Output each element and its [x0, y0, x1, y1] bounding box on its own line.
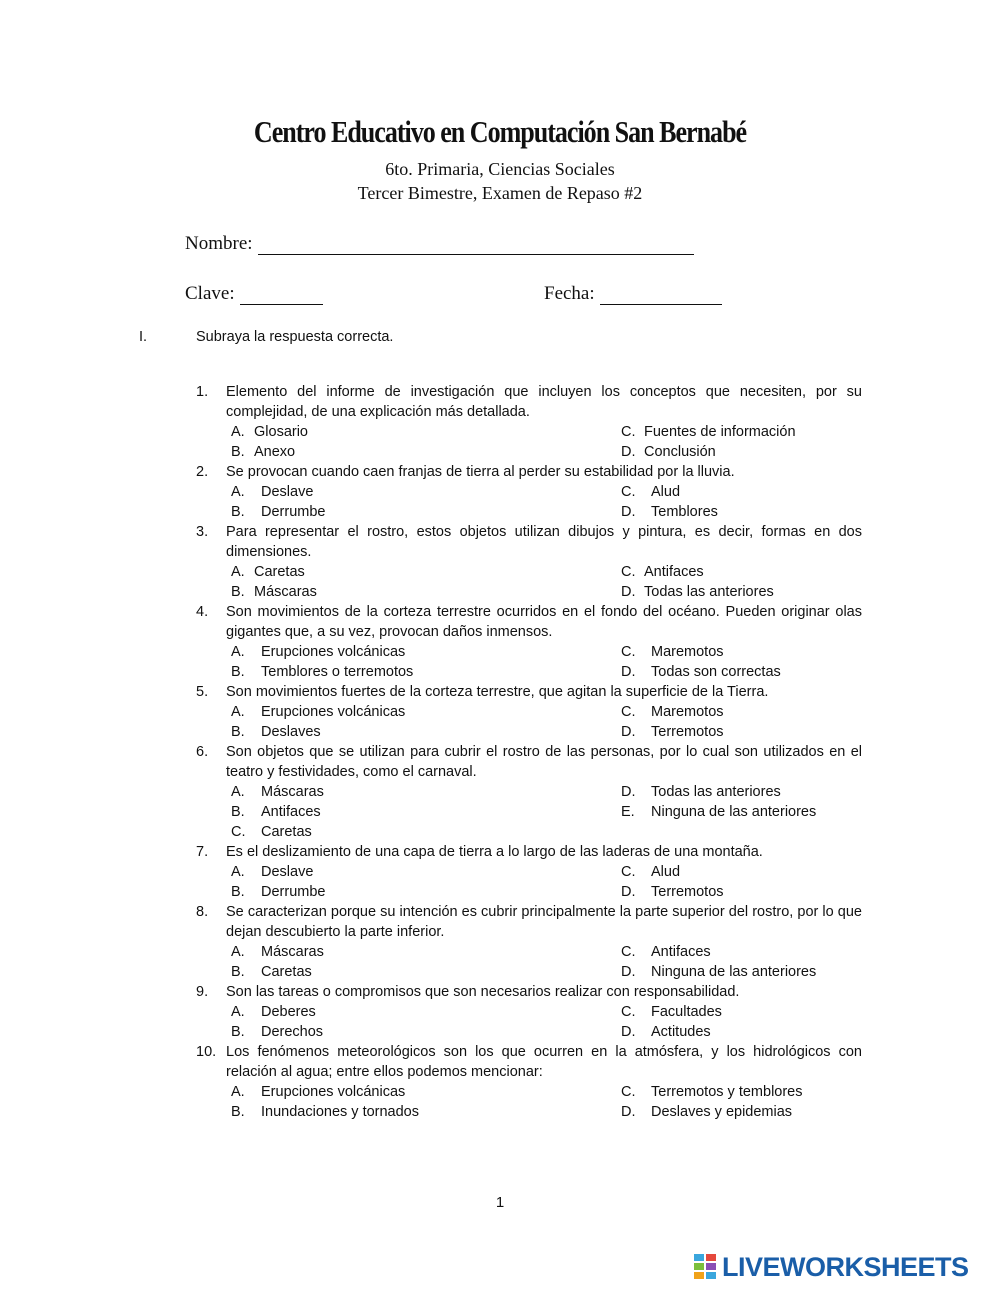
key-field [185, 283, 323, 305]
option-label: Conclusión [644, 444, 716, 460]
option-letter: D. [621, 1104, 636, 1120]
name-blank[interactable] [258, 239, 694, 255]
question-number: 7. [196, 844, 209, 860]
option-label: Anexo [254, 444, 296, 460]
option-label: Alud [651, 484, 681, 500]
answer-option[interactable] [621, 502, 718, 522]
answer-option[interactable] [231, 502, 325, 522]
option-label: Máscaras [261, 944, 324, 960]
answer-option[interactable] [621, 442, 716, 462]
section-instruction: Subraya la respuesta correcta. [196, 329, 394, 345]
option-letter: A. [231, 704, 245, 720]
option-letter: D. [621, 584, 636, 600]
question-text: Se provocan cuando caen franjas de tierra al perder su estabilidad por la lluvia. [226, 464, 735, 480]
option-label: Máscaras [254, 584, 317, 600]
answer-option[interactable] [621, 882, 724, 902]
option-letter: C. [231, 824, 246, 840]
question-number: 4. [196, 604, 209, 620]
school-title: Centro Educativo en Computación San Bernabé [253, 114, 747, 149]
option-letter: C. [621, 704, 636, 720]
course-subtitle: 6to. Primaria, Ciencias Sociales [385, 159, 615, 179]
answer-option[interactable] [621, 962, 816, 982]
option-letter: A. [231, 944, 245, 960]
option-label: Deslave [261, 864, 314, 880]
question-text: Son movimientos fuertes de la corteza terrestre, que agitan la superficie de la Tierra. [226, 684, 769, 700]
answer-option[interactable] [231, 962, 312, 982]
answer-option[interactable] [621, 582, 774, 602]
question-text: Son movimientos de la corteza terrestre ocurridos en el fondo del océano. Pueden originar olas gigantes que, a su vez, provocan daños inmensos. [226, 604, 862, 640]
question-number: 8. [196, 904, 209, 920]
option-label: Inundaciones y tornados [261, 1104, 419, 1120]
option-label: Derrumbe [261, 504, 326, 520]
option-letter: D. [621, 724, 636, 740]
option-letter: A. [231, 644, 245, 660]
option-label: Máscaras [261, 784, 324, 800]
option-label: Derechos [261, 1024, 324, 1040]
answer-option[interactable] [621, 642, 724, 662]
option-letter: D. [621, 784, 636, 800]
option-letter: B. [231, 504, 245, 520]
answer-option[interactable] [621, 562, 704, 582]
option-label: Erupciones volcánicas [261, 1084, 406, 1100]
answer-option[interactable] [231, 702, 405, 722]
question-text: Para representar el rostro, estos objetos utilizan dibujos y pintura, es decir, formas en dos dimensiones. [226, 524, 862, 560]
option-letter: C. [621, 424, 636, 440]
answer-option[interactable] [231, 822, 312, 842]
name-label: Nombre: [185, 233, 253, 254]
option-label: Fuentes de información [644, 424, 796, 440]
option-label: Todas las anteriores [651, 784, 781, 800]
answer-option[interactable] [231, 1002, 316, 1022]
option-label: Alud [651, 864, 681, 880]
option-letter: D. [621, 504, 636, 520]
answer-option[interactable] [621, 702, 724, 722]
answer-option[interactable] [621, 722, 724, 742]
answer-option[interactable] [231, 442, 295, 462]
option-letter: B. [231, 1104, 245, 1120]
option-letter: C. [621, 864, 636, 880]
option-label: Facultades [651, 1004, 722, 1020]
option-letter: C. [621, 944, 636, 960]
option-label: Antifaces [651, 944, 711, 960]
question-number: 3. [196, 524, 209, 540]
option-label: Todas las anteriores [644, 584, 774, 600]
option-label: Antifaces [644, 564, 704, 580]
option-label: Maremotos [651, 704, 724, 720]
answer-option[interactable] [231, 722, 321, 742]
option-letter: E. [621, 804, 635, 820]
option-label: Glosario [254, 424, 308, 440]
answer-option[interactable] [621, 1002, 722, 1022]
option-label: Antifaces [261, 804, 321, 820]
answer-option[interactable] [621, 862, 680, 882]
answer-option[interactable] [621, 802, 816, 822]
option-letter: B. [231, 444, 245, 460]
option-label: Erupciones volcánicas [261, 704, 406, 720]
option-letter: D. [621, 664, 636, 680]
page-number: 1 [495, 1194, 505, 1211]
option-letter: B. [231, 724, 245, 740]
answer-option[interactable] [621, 1022, 711, 1042]
option-label: Terremotos y temblores [651, 1084, 803, 1100]
option-letter: B. [231, 584, 245, 600]
option-label: Todas son correctas [651, 664, 781, 680]
question-number: 2. [196, 464, 209, 480]
exam-subtitle: Tercer Bimestre, Examen de Repaso #2 [357, 183, 643, 203]
option-label: Ninguna de las anteriores [651, 804, 817, 820]
question-text: Son objetos que se utilizan para cubrir el rostro de las personas, por lo cual son utilizados en el teatro y festividades, como el carnaval. [226, 744, 862, 780]
option-label: Maremotos [651, 644, 724, 660]
answer-option[interactable] [231, 582, 317, 602]
date-field [544, 283, 722, 305]
option-letter: C. [621, 1004, 636, 1020]
answer-option[interactable] [621, 662, 781, 682]
question-number: 9. [196, 984, 209, 1000]
answer-option[interactable] [231, 782, 324, 802]
option-letter: B. [231, 1024, 245, 1040]
answer-option[interactable] [231, 882, 325, 902]
answer-option[interactable] [621, 482, 680, 502]
answer-option[interactable] [621, 782, 781, 802]
option-label: Terremotos [651, 724, 724, 740]
option-letter: D. [621, 444, 636, 460]
option-letter: A. [231, 484, 245, 500]
option-letter: B. [231, 664, 245, 680]
question-text: Son las tareas o compromisos que son necesarios realizar con responsabilidad. [226, 984, 740, 1000]
logo-blocks-icon [694, 1254, 718, 1280]
answer-option[interactable] [621, 942, 711, 962]
question-number: 1. [196, 384, 209, 400]
option-letter: B. [231, 884, 245, 900]
option-letter: C. [621, 1084, 636, 1100]
option-label: Temblores o terremotos [261, 664, 414, 680]
question-number: 5. [196, 684, 209, 700]
option-label: Ninguna de las anteriores [651, 964, 817, 980]
option-letter: B. [231, 964, 245, 980]
answer-option[interactable] [231, 662, 413, 682]
name-field [185, 233, 694, 255]
option-label: Caretas [261, 964, 312, 980]
answer-option[interactable] [231, 642, 405, 662]
option-letter: C. [621, 644, 636, 660]
answer-option[interactable] [231, 1022, 323, 1042]
option-label: Deslaves y epidemias [651, 1104, 793, 1120]
option-label: Derrumbe [261, 884, 326, 900]
option-letter: D. [621, 964, 636, 980]
section-number: I. [139, 329, 148, 345]
answer-option[interactable] [621, 1102, 792, 1122]
answer-option[interactable] [231, 562, 305, 582]
answer-option[interactable] [231, 1082, 405, 1102]
option-letter: D. [621, 1024, 636, 1040]
option-label: Deslaves [261, 724, 321, 740]
option-letter: A. [231, 784, 245, 800]
option-label: Terremotos [651, 884, 724, 900]
answer-option[interactable] [231, 482, 313, 502]
option-label: Temblores [651, 504, 718, 520]
answer-option[interactable] [231, 1102, 419, 1122]
question-number: 6. [196, 744, 209, 760]
question-number: 10. [196, 1044, 217, 1060]
key-label: Clave: [185, 283, 235, 304]
option-label: Caretas [261, 824, 312, 840]
option-letter: A. [231, 864, 245, 880]
answer-option[interactable] [621, 422, 796, 442]
option-label: Caretas [254, 564, 305, 580]
answer-option[interactable] [231, 862, 313, 882]
option-letter: A. [231, 424, 245, 440]
option-letter: D. [621, 884, 636, 900]
question-text: Se caracterizan porque su intención es cubrir principalmente la parte superior del rostro, por lo que dejan descubierto la parte inferior. [226, 904, 862, 940]
date-blank[interactable] [600, 289, 722, 305]
answer-option[interactable] [231, 422, 308, 442]
option-letter: A. [231, 1004, 245, 1020]
liveworksheets-logo [694, 1252, 969, 1282]
question-text: Es el deslizamiento de una capa de tierra a lo largo de las laderas de una montaña. [226, 844, 763, 860]
option-letter: B. [231, 804, 245, 820]
date-label: Fecha: [544, 283, 595, 304]
option-label: Actitudes [651, 1024, 711, 1040]
option-label: Deberes [261, 1004, 316, 1020]
question-text: Los fenómenos meteorológicos son los que ocurren en la atmósfera, y los hidrológicos con relación al agua; entre ellos podemos mencionar: [226, 1044, 862, 1080]
option-letter: C. [621, 484, 636, 500]
option-label: Erupciones volcánicas [261, 644, 406, 660]
question-text: Elemento del informe de investigación que incluyen los conceptos que necesiten, por su complejidad, de una explicación más detallada. [226, 384, 862, 420]
option-letter: C. [621, 564, 636, 580]
key-blank[interactable] [240, 289, 323, 305]
option-label: Deslave [261, 484, 314, 500]
answer-option[interactable] [231, 802, 321, 822]
option-letter: A. [231, 1084, 245, 1100]
answer-option[interactable] [231, 942, 324, 962]
answer-option[interactable] [621, 1082, 803, 1102]
option-letter: A. [231, 564, 245, 580]
brand-name: LIVEWORKSHEETS [722, 1251, 969, 1282]
